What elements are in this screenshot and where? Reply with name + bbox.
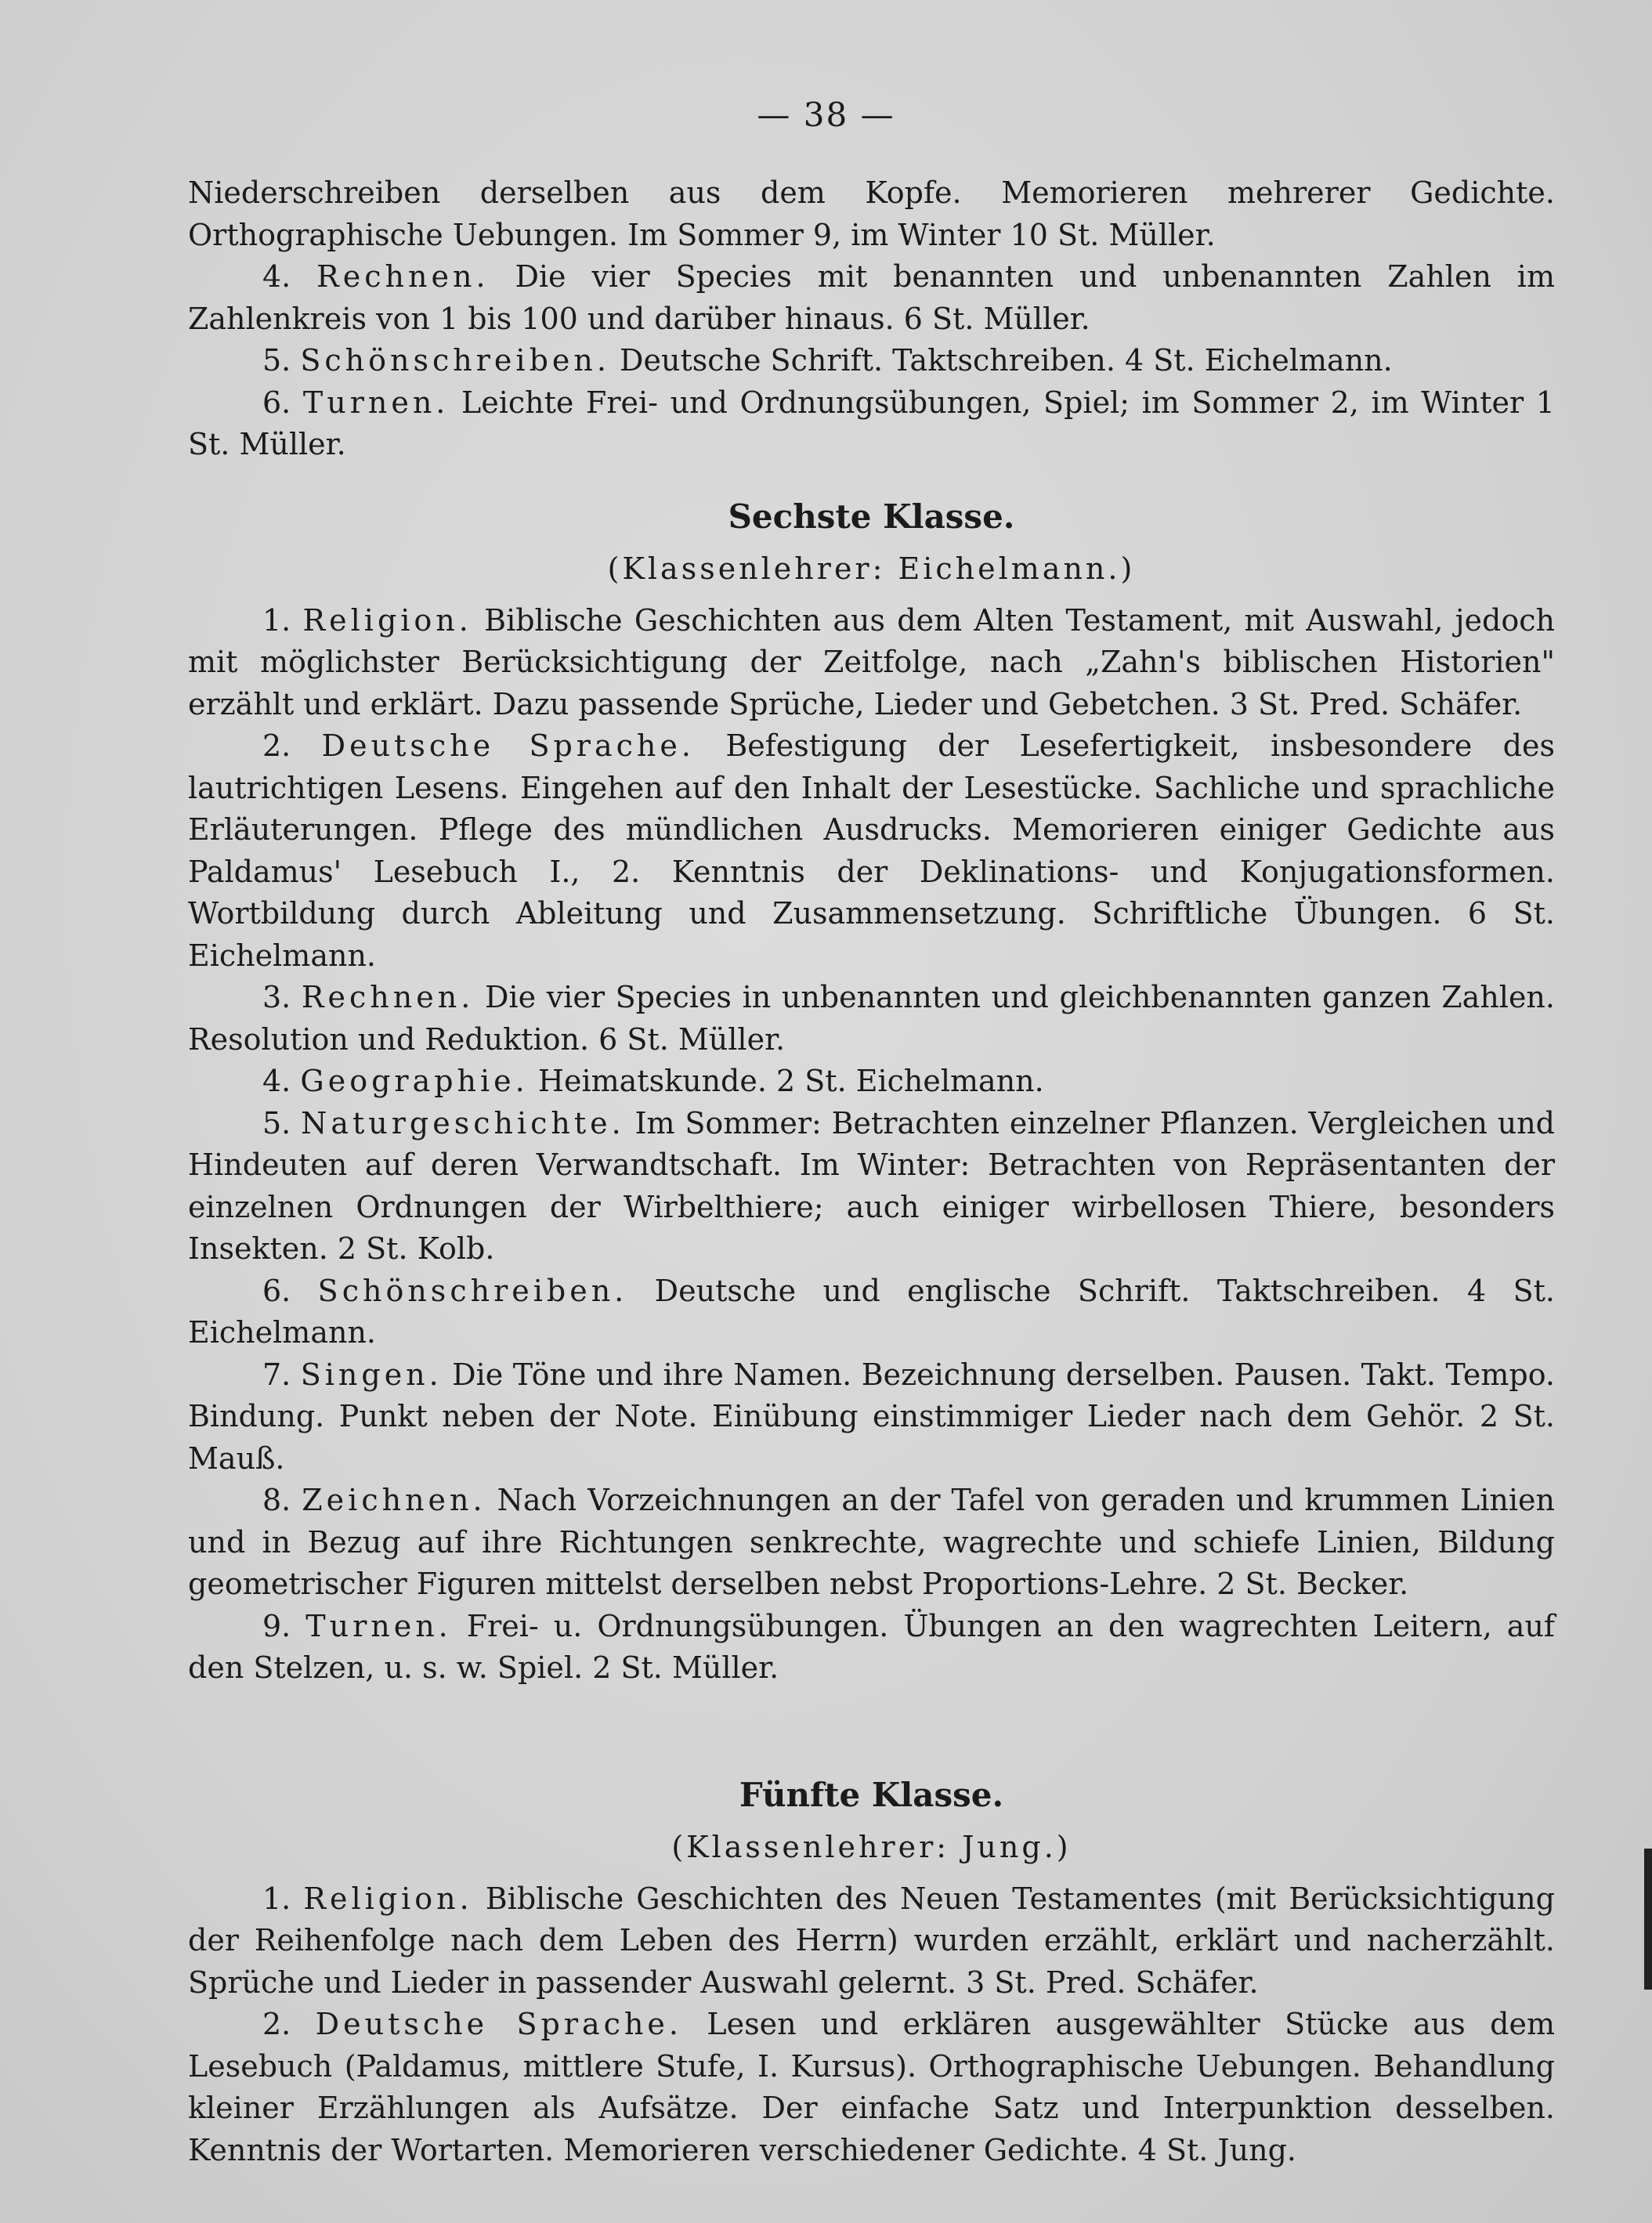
body-text xyxy=(188,172,1555,2171)
item-number: 7. xyxy=(262,1357,291,1392)
item-text: Deutsche und englische Schrift. Taktschreiben. 4 St. Eichelmann. xyxy=(188,1273,1555,1350)
item-number: 4. xyxy=(262,259,291,294)
class-teacher-sechste: (Klassenlehrer: Eichelmann.) xyxy=(607,551,1136,586)
item-text: Biblische Geschichten aus dem Alten Testament, mit Auswahl, jedoch mit möglichster Berücksichtigung der Zeitfolge, nach „Zahn's biblischen Historien" erzählt und erklärt. Dazu passende Sprüche, Lieder und Gebetchen. 3 St. Pred. Schäfer. xyxy=(188,602,1555,721)
sechste-item-5 xyxy=(188,1103,1555,1271)
item-number: 5. xyxy=(262,1105,291,1140)
item-subject: Religion. xyxy=(302,602,472,638)
section-gap xyxy=(188,1690,1555,1744)
item-number: 2. xyxy=(262,2007,291,2041)
sechste-item-8 xyxy=(188,1480,1555,1606)
item-subject: Zeichnen. xyxy=(302,1483,486,1517)
item-text: Biblische Geschichten des Neuen Testamentes (mit Berücksichtigung der Reihenfolge nach dem Leben des Herrn) wurden erzählt, erklärt und nacherzählt. Sprüche und Lieder in passender Auswahl gelernt. 3 St. Pred. Schäfer. xyxy=(188,1881,1555,2000)
class-teacher-fuenfte: (Klassenlehrer: Jung.) xyxy=(671,1830,1072,1864)
item-number: 6. xyxy=(262,1273,291,1308)
item-subject: Naturgeschichte. xyxy=(301,1105,625,1140)
item-subject: Turnen. xyxy=(302,385,450,420)
item-subject: Turnen. xyxy=(305,1608,452,1643)
sechste-item-4 xyxy=(188,1061,1555,1103)
section-heading-sechste: Sechste Klasse. xyxy=(728,497,1015,536)
item-text: Deutsche Schrift. Taktschreiben. 4 St. Eichelmann. xyxy=(609,343,1393,378)
item-subject: Deutsche Sprache. xyxy=(315,2007,682,2041)
item-text: Die vier Species in unbenannten und gleichbenannten ganzen Zahlen. Resolution und Reduktion. 6 St. Müller. xyxy=(188,980,1555,1057)
item-text: Im Sommer: Betrachten einzelner Pflanzen. Vergleichen und Hindeuten auf deren Verwandtschaft. Im Winter: Betrachten von Repräsentanten der einzelnen Ordnungen der Wirbelthiere; auch einiger wirbellosen Thiere, besonders Insekten. 2 St. Kolb. xyxy=(188,1105,1555,1266)
item-number: 5. xyxy=(262,343,291,378)
item-number: 1. xyxy=(262,1881,291,1916)
section-heading-fuenfte: Fünfte Klasse. xyxy=(739,1775,1004,1814)
item-number: 6. xyxy=(262,385,291,420)
sechste-item-3 xyxy=(188,977,1555,1061)
item-schoenschreiben-top xyxy=(188,340,1555,382)
sechste-item-7 xyxy=(188,1354,1555,1480)
sechste-item-6 xyxy=(188,1271,1555,1354)
item-turnen-top xyxy=(188,382,1555,466)
item-subject: Rechnen. xyxy=(301,980,475,1014)
item-number: 3. xyxy=(262,980,291,1014)
sechste-item-2 xyxy=(188,725,1555,977)
item-number: 4. xyxy=(262,1064,291,1098)
continued-paragraph: Niederschreiben derselben aus dem Kopfe. Memorieren mehrerer Gedichte. Orthographische Uebungen. Im Sommer 9, im Winter 10 St. Müller. xyxy=(188,175,1555,252)
item-number: 8. xyxy=(262,1483,291,1517)
item-subject: Schönschreiben. xyxy=(300,343,610,378)
item-text: Die Töne und ihre Namen. Bezeichnung derselben. Pausen. Takt. Tempo. Bindung. Punkt neben der Note. Einübung einstimmiger Lieder nach dem Gehör. 2 St. Mauß. xyxy=(188,1357,1555,1476)
item-number: 9. xyxy=(262,1608,291,1643)
item-text: Nach Vorzeichnungen an der Tafel von geraden und krummen Linien und in Bezug auf ihre Richtungen senkrechte, wagrechte und schiefe Linien, Bildung geometrischer Figuren mittelst derselben nebst Proportions-Lehre. 2 St. Becker. xyxy=(188,1483,1555,1601)
item-rechnen-top xyxy=(188,256,1555,340)
item-subject: Rechnen. xyxy=(316,259,490,294)
item-text: Heimatskunde. 2 St. Eichelmann. xyxy=(528,1064,1044,1098)
item-text: Lesen und erklären ausgewählter Stücke aus dem Lesebuch (Paldamus, mittlere Stufe, I. Kursus). Orthographische Uebungen. Behandlung kleiner Erzählungen als Aufsätze. Der einfache Satz und Interpunktion desselben. Kenntnis der Wortarten. Memorieren verschiedener Gedichte. 4 St. Jung. xyxy=(188,2007,1555,2167)
item-text: Leichte Frei- und Ordnungsübungen, Spiel; im Sommer 2, im Winter 1 St. Müller. xyxy=(188,385,1555,461)
item-subject: Religion. xyxy=(303,1881,473,1916)
page-number: — 38 — xyxy=(757,96,895,134)
item-text: Die vier Species mit benannten und unbenannten Zahlen im Zahlenkreis von 1 bis 100 und darüber hinaus. 6 St. Müller. xyxy=(188,259,1555,336)
item-subject: Schönschreiben. xyxy=(317,1273,628,1308)
item-text: Frei- u. Ordnungsübungen. Übungen an den wagrechten Leitern, auf den Stelzen, u. s. w. Spiel. 2 St. Müller. xyxy=(188,1608,1555,1685)
fuenfte-item-1 xyxy=(188,1878,1555,2004)
item-subject: Geographie. xyxy=(300,1064,529,1098)
sechste-item-9 xyxy=(188,1606,1555,1690)
sechste-item-1 xyxy=(188,600,1555,726)
item-subject: Deutsche Sprache. xyxy=(321,728,695,763)
item-number: 2. xyxy=(262,728,291,763)
item-text: Befestigung der Lesefertigkeit, insbesondere des lautrichtigen Lesens. Eingehen auf den Inhalt der Lesestücke. Sachliche und sprachliche Erläuterungen. Pflege des mündlichen Ausdrucks. Memorieren einiger Gedichte aus Paldamus' Lesebuch I., 2. Kenntnis der Deklinations- und Konjugationsformen. Wortbildung durch Ableitung und Zusammensetzung. Schriftliche Übungen. 6 St. Eichelmann. xyxy=(188,728,1555,973)
fuenfte-item-2 xyxy=(188,2004,1555,2171)
item-number: 1. xyxy=(262,602,291,638)
scan-edge-mark xyxy=(1644,1849,1652,1990)
item-subject: Singen. xyxy=(300,1357,443,1392)
